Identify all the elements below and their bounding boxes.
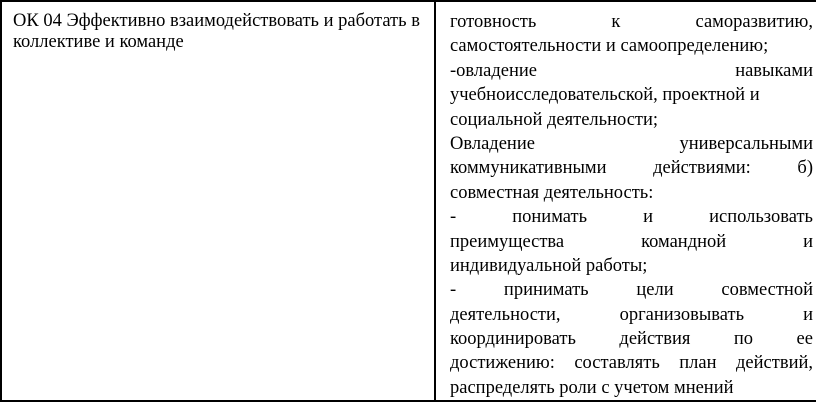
description-word: командной <box>641 231 727 252</box>
description-line <box>450 254 813 278</box>
description-word: план <box>679 353 717 374</box>
description-line <box>450 83 813 107</box>
description-word: и <box>643 207 654 228</box>
description-line <box>450 108 813 132</box>
competency-description-cell <box>435 1 816 401</box>
description-word: по <box>733 329 754 350</box>
description-word: действия <box>619 329 691 350</box>
description-line <box>450 34 813 58</box>
description-word: саморазвитию, <box>695 12 813 32</box>
description-word: составлять <box>574 353 660 374</box>
description-word: совместной <box>721 280 813 301</box>
description-line <box>450 376 813 400</box>
description-word: использовать <box>709 207 813 228</box>
description-word: действиями: <box>653 158 751 179</box>
description-line <box>450 156 813 180</box>
description-word: понимать <box>512 207 588 228</box>
description-word: к <box>611 12 621 32</box>
description-word: индивидуальной работы; <box>450 255 648 276</box>
description-word: готовность <box>450 12 537 32</box>
description-text <box>436 2 816 400</box>
description-word: координировать <box>450 329 576 350</box>
table-row <box>1 1 816 401</box>
competency-code-cell <box>1 1 435 401</box>
description-word: самостоятельности и самоопределению; <box>450 36 769 57</box>
description-word: универсальными <box>679 133 813 154</box>
description-word: навыками <box>735 60 813 81</box>
description-word: распределять роли с учетом мнений <box>450 377 734 398</box>
description-word: коммуникативными <box>450 158 607 179</box>
description-word: и <box>803 231 813 252</box>
description-word: организовывать <box>619 304 745 325</box>
description-word: Овладение <box>450 133 535 154</box>
description-word: и <box>803 304 813 325</box>
description-word: ее <box>796 329 813 350</box>
description-word: принимать <box>503 280 589 301</box>
description-word: цели <box>636 280 674 301</box>
description-word: деятельности, <box>450 304 561 325</box>
description-word: достижению: <box>450 353 555 374</box>
description-word: социальной деятельности; <box>450 109 659 130</box>
description-word: преимущества <box>450 231 565 252</box>
description-line <box>450 205 813 229</box>
description-word: - <box>450 280 457 301</box>
description-line <box>450 351 813 375</box>
description-line <box>450 230 813 254</box>
description-word: учебноисследовательской, проектной и <box>450 85 760 106</box>
description-line <box>450 132 813 156</box>
description-line <box>450 59 813 83</box>
competency-title: ОК 04 Эффективно взаимодействовать и работать в коллективе и команде <box>13 11 420 52</box>
description-word: действий, <box>736 353 813 374</box>
description-word: -овладение <box>450 60 537 81</box>
description-line <box>450 278 813 302</box>
description-word: совместная деятельность: <box>450 182 654 203</box>
description-line <box>450 327 813 351</box>
description-word: - <box>450 207 457 228</box>
description-word: б) <box>797 158 813 179</box>
description-line <box>450 303 813 327</box>
description-line <box>450 10 813 34</box>
description-line <box>450 181 813 205</box>
